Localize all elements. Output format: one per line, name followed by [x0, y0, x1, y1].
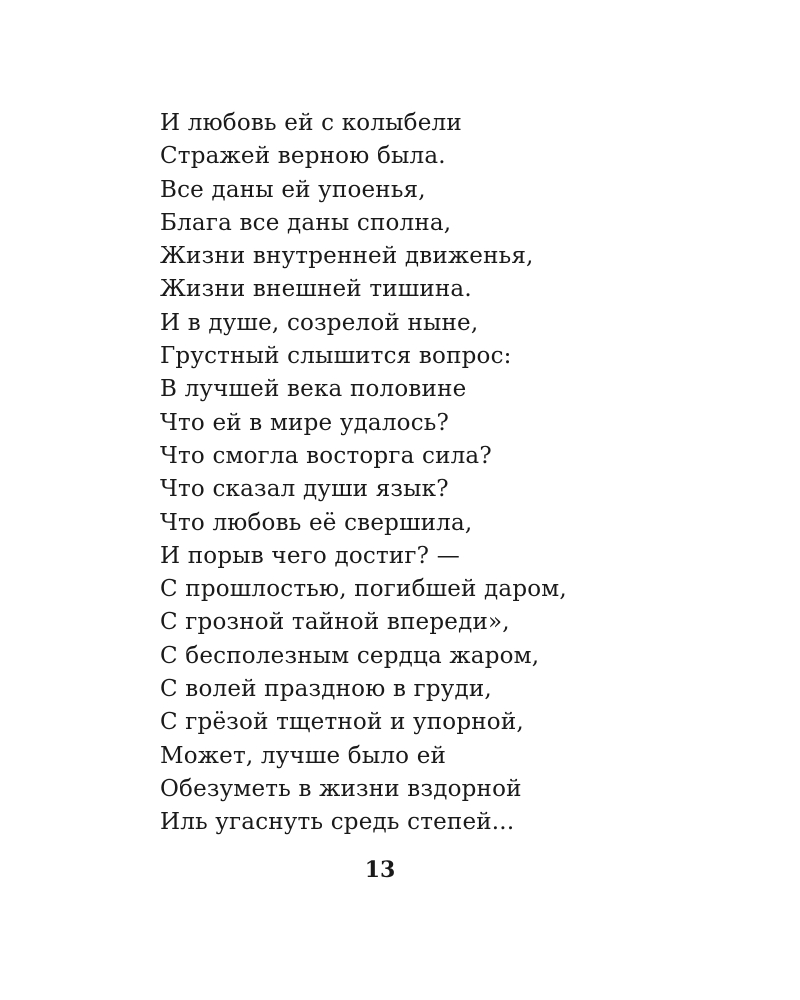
poem-line: С грозной тайной впереди»,	[160, 609, 510, 636]
poem-line: Жизни внутренней движенья,	[160, 243, 534, 270]
poem-line: Что любовь её свершила,	[160, 509, 473, 536]
poem-line: С бесполезным сердца жаром,	[160, 642, 540, 669]
poem-line: С прошлостью, погибшей даром,	[160, 576, 567, 603]
poem-line: В лучшей века половине	[160, 376, 467, 403]
poem-line: Что ей в мире удалось?	[160, 409, 450, 436]
poem-line: Жизни внешней тишина.	[160, 276, 472, 303]
poem-line: Грустный слышится вопрос:	[160, 343, 512, 370]
poem-line: Иль угаснуть средь степей...	[160, 809, 515, 836]
poem-line: С грёзой тщетной и упорной,	[160, 709, 524, 736]
poem-line: Все даны ей упоенья,	[160, 176, 426, 203]
poem-line: И любовь ей с колыбели	[160, 110, 462, 136]
poem-line: Может, лучше было ей	[160, 742, 447, 769]
poem-line: Стражей верною была.	[160, 143, 446, 170]
poem-line: Обезуметь в жизни вздорной	[160, 775, 522, 802]
poem-line: Блага все даны сполна,	[160, 209, 452, 236]
poem-line: Что сказал души язык?	[160, 476, 449, 503]
poem-line: И порыв чего достиг? —	[160, 542, 460, 569]
poem-line: И в душе, созрелой ныне,	[160, 309, 479, 336]
poem-line: Что смогла восторга сила?	[160, 442, 492, 469]
poem-text	[160, 107, 567, 840]
poem-line: С волей праздною в груди,	[160, 676, 492, 703]
page-number: 13	[364, 857, 396, 883]
